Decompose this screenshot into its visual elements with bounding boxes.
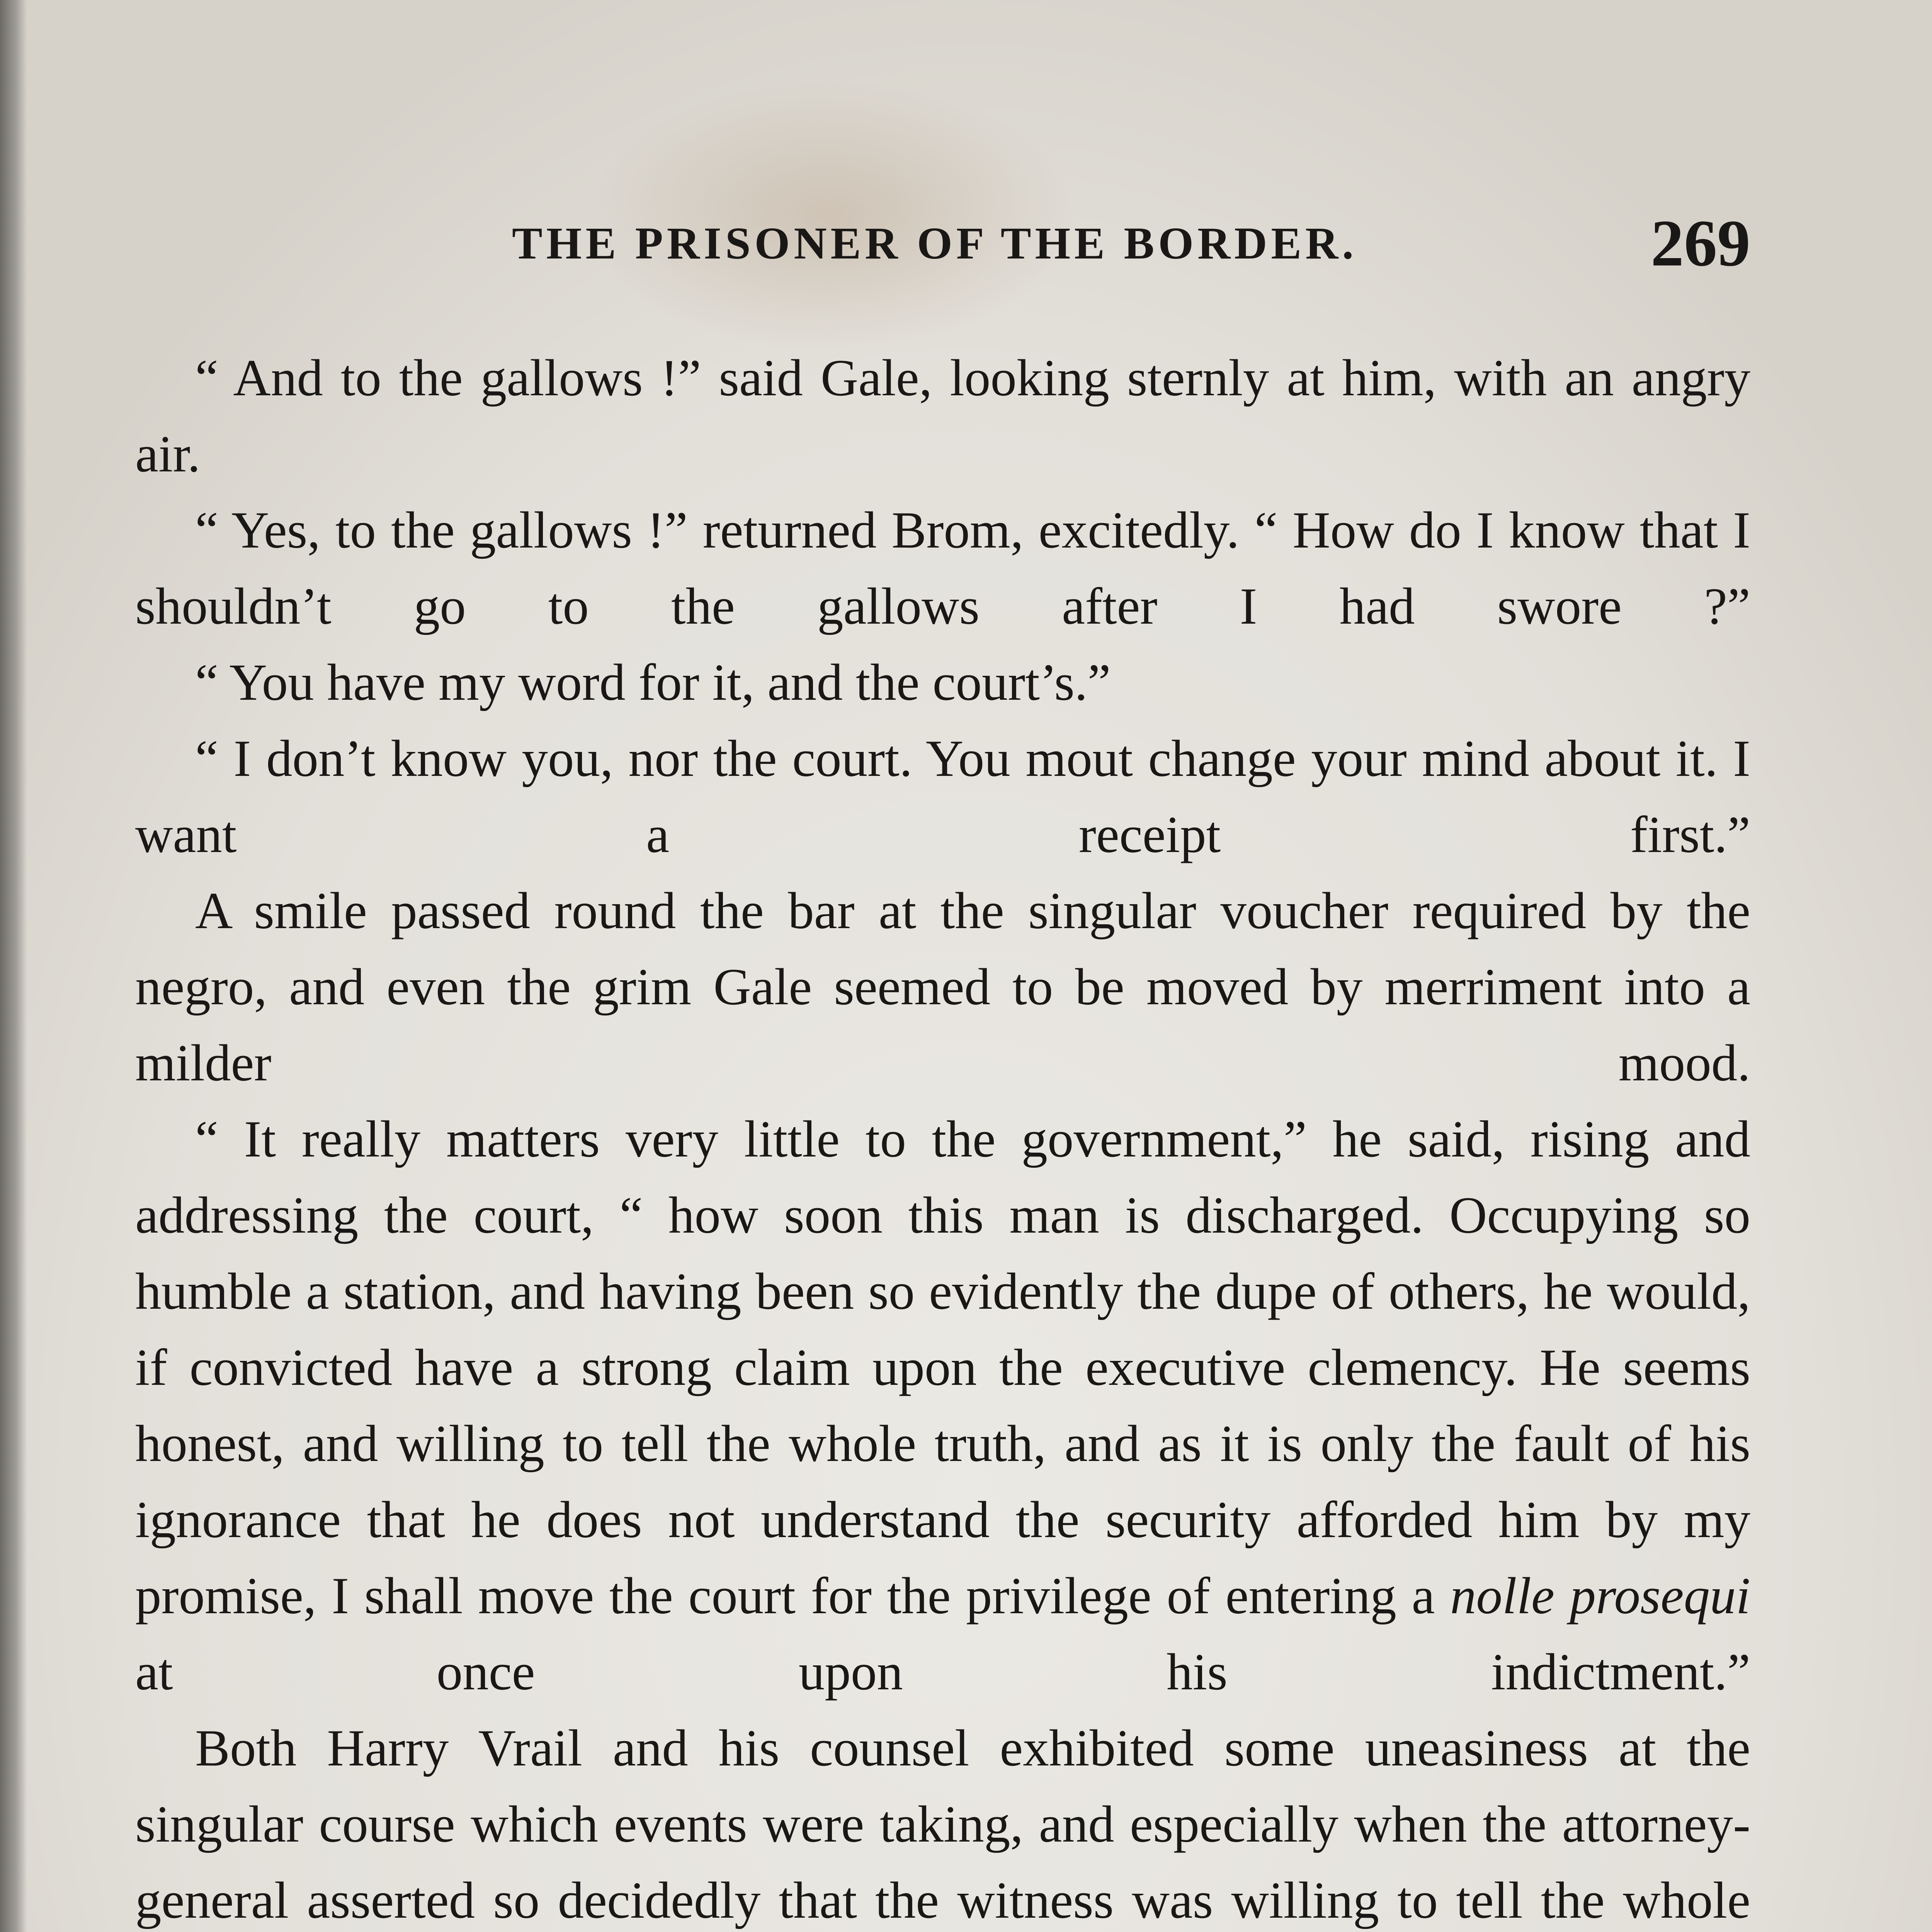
- page-header: [131, 201, 1754, 286]
- paragraph: A smile passed round the bar at the singular voucher required by the negro, and even the grim Gale seemed to be moved by merriment into a milder mood.: [135, 882, 1750, 1092]
- paragraph: “ You have my word for it, and the court’s.”: [195, 654, 1111, 711]
- running-head: THE PRISONER OF THE BORDER.: [512, 218, 1357, 269]
- paragraph-text: “ It really matters very little to the government,” he said, rising and addressing the court, “ how soon this man is discharged. Occupying so humble a station, and having been so evidently the dupe of others, he would, if convicted have a strong claim upon the executive clemency. He seems honest, and willing to tell the whole truth, and as it is only the fault of his ignorance that he does not understand the security afforded him by my promise, I shall move the court for the privilege of entering a: [135, 1111, 1750, 1625]
- paragraph: “ Yes, to the gallows !” returned Brom, excitedly. “ How do I know that I shouldn’t go to the gallows after I had swore ?”: [135, 502, 1750, 635]
- book-spine-shadow: [0, 0, 27, 1932]
- paragraph: [135, 1101, 1750, 1710]
- paragraph: “ And to the gallows !” said Gale, looking sternly at him, with an angry air.: [135, 349, 1750, 483]
- paragraph-text: at once upon his indictment.”: [135, 1643, 1750, 1701]
- paragraph: “ I don’t know you, nor the court. You mout change your mind about it. I want a receipt first.”: [135, 730, 1750, 864]
- paragraph: Both Harry Vrail and his counsel exhibited some uneasiness at the singular course which events were taking, and especially when the attorney-general asserted so decidedly that the witness was willing to tell the whole: [135, 1719, 1750, 1929]
- page-number: 269: [1651, 207, 1750, 280]
- body-text: [135, 340, 1750, 1932]
- italic-phrase: nolle prosequi: [1450, 1567, 1750, 1625]
